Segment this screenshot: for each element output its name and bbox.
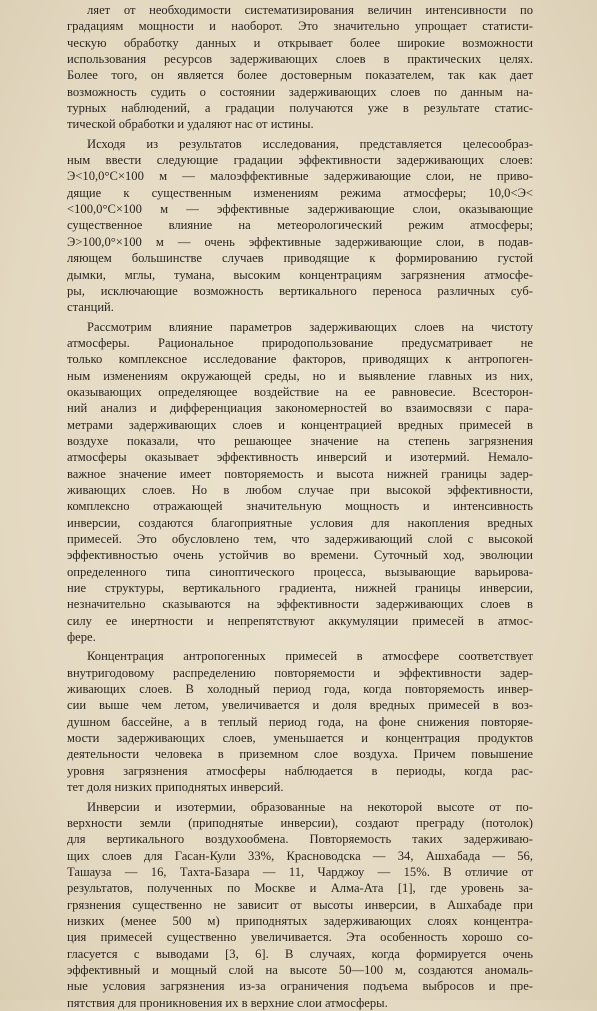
text-line: грязнения существенно не зависит от высоты инверсии, в Ашхабаде при	[67, 897, 533, 912]
text-line: Более того, он является более достоверным показателем, так как дает	[67, 68, 533, 83]
paragraph	[67, 648, 533, 795]
text-line: верхности земли (приподнятые инверсии), создают преграду (потолок)	[67, 815, 533, 830]
text-line: возможность судить о состоянии задерживающих слоев по данным на-	[67, 84, 533, 99]
text-line: живающих слоев. В холодный период года, когда повторяемость инвер-	[67, 682, 533, 697]
text-line: незначительно сказываются на эффективности задерживающих слоев в	[67, 597, 533, 612]
text-line: существенное влияние на метеорологический режим атмосферы;	[67, 218, 533, 233]
text-line: использования ресурсов задерживающих слоев в практических целях.	[67, 52, 533, 67]
text-line: важное значение имеет повторяемость и высота нижней границы задер-	[67, 466, 533, 481]
text-line: внутригодовому распределению повторяемости и эффективности задер-	[67, 665, 533, 680]
text-line: ным изменениям окружающей среды, но и выявление главных из них,	[67, 368, 533, 383]
text-line: гласуется с выводами [3, 6]. В случаях, когда формируется очень	[67, 946, 533, 961]
text-line: Э<10,0°С×100 м — малоэффективные задерживающие слои, не приво-	[67, 169, 533, 184]
text-line: уровня загрязнения атмосферы наблюдается в периоды, когда рас-	[67, 763, 533, 778]
paragraph	[67, 799, 533, 1011]
text-line: оказывающих определяющее воздействие на ее равновесие. Всесторон-	[67, 384, 533, 399]
text-line: только комплексное исследование факторов, приводящих к антропоген-	[67, 352, 533, 367]
text-line: ляющем большинстве случаев приводящие к формированию густой	[67, 251, 533, 266]
text-line: Инверсии и изотермии, образованные на некоторой высоте от по-	[87, 799, 533, 814]
text-line: Исходя из результатов исследования, представляется целесообраз-	[87, 136, 533, 151]
text-line: низких (менее 500 м) приподнятых задерживающих слоях концентра-	[67, 913, 533, 928]
text-line: тет доля низких приподнятых инверсий.	[67, 780, 284, 795]
text-line: ные условия загрязнения из-за ограничения подъема выбросов и пре-	[67, 979, 533, 994]
text-line: ляет от необходимости систематизирования величин интенсивности по	[87, 3, 533, 17]
text-line: деятельности человека в приземном слое воздуха. Причем повышение	[67, 747, 533, 762]
text-line: для вертикального воздухообмена. Повторяемость таких задерживаю-	[67, 832, 533, 847]
text-line: комплексно отражающей значительную мощность и интенсивность	[67, 499, 533, 514]
text-line: примесей. Это обусловлено тем, что задерживающий слой с высокой	[67, 532, 533, 546]
text-line: ры, исключающие возможность вертикального переноса различных суб-	[67, 283, 533, 298]
text-line: метрами задерживающих слоев и концентрацией вредных примесей в	[67, 417, 533, 432]
text-line: дымки, мглы, тумана, высоким концентрациям загрязнения атмосфе-	[67, 267, 533, 282]
text-line: мости задерживающих слоев, уменьшается и концентрация продуктов	[67, 731, 533, 746]
text-line: Концентрация антропогенных примесей в атмосфере соответствует	[87, 649, 533, 664]
text-line: турных наблюдений, а градации получаются уже в результате статис-	[67, 101, 533, 116]
text-line: воздухе показали, что решающее значение на степень загрязнения	[67, 433, 533, 448]
paragraph	[67, 136, 533, 316]
text-line: атмосферы оказывает эффективность инверсий и изотермий. Немало-	[67, 450, 533, 465]
text-line: эффективный и мощный слой на высоте 50—100 м, создаются аномаль-	[67, 962, 533, 977]
text-line: эффективностью очень устойчив во времени. Суточный ход, эволюции	[67, 548, 533, 563]
text-line: станций.	[67, 300, 114, 315]
text-line: душном бассейне, а в теплый период года, на фоне снижения повторяе-	[67, 714, 533, 729]
text-line: дящие к существенным изменениям режима атмосферы; 10,0<Э<	[67, 185, 533, 200]
text-line: атмосферы. Рациональное природопользование предусматривает не	[67, 335, 533, 350]
text-line: градациям мощности и наоборот. Это значительно упрощает статисти-	[67, 19, 533, 34]
text-line: живающих слоев. Но в любом случае при высокой эффективности,	[67, 482, 533, 497]
text-line: Э>100,0°×100 м — очень эффективные задерживающие слои, в подав-	[67, 234, 533, 249]
text-line: Ташауза — 16, Тахта-Базара — 11, Чарджоу — 15%. В отличие от	[67, 864, 533, 879]
paragraph	[67, 2, 533, 133]
text-line: сии выше чем летом, увеличивается и доля вредных примесей в воз-	[67, 698, 533, 713]
text-line: ний анализ и дифференциация закономерностей во взаимосвязи с пара-	[67, 401, 533, 416]
text-column	[67, 2, 533, 1011]
paragraph	[67, 319, 533, 646]
text-line: ция примесей существенно увеличивается. Эта особенность хорошо со-	[67, 930, 533, 945]
text-line: инверсии, создаются благоприятные условия для накопления вредных	[67, 515, 533, 530]
text-line: тической обработки и удаляют нас от истины.	[67, 117, 314, 132]
text-line: Рассмотрим влияние параметров задерживающих слоев на чистоту	[87, 319, 533, 334]
text-line: определенного типа синоптического процесса, вызывающие варьирова-	[67, 564, 533, 579]
text-line: <100,0°С×100 м — эффективные задерживающие слои, оказывающие	[67, 202, 533, 217]
text-line: ным ввести следующие градации эффективности задерживающих слоев:	[67, 153, 533, 168]
text-line: пятствия для проникновения их в верхние слои атмосферы.	[67, 995, 388, 1010]
text-line: силу ее инертности и непрепятствуют аккумуляции примесей в атмос-	[67, 613, 533, 628]
text-line: фере.	[67, 630, 96, 645]
text-line: результатов, полученных по Москве и Алма-Ата [1], где уровень за-	[67, 881, 533, 896]
text-line: ние структуры, вертикального градиента, нижней границы инверсии,	[67, 581, 533, 596]
text-line: ческую обработку данных и открывает более широкие возможности	[67, 35, 533, 50]
text-line: щих слоев для Гасан-Кули 33%, Красноводска — 34, Ашхабада — 56,	[67, 848, 533, 863]
